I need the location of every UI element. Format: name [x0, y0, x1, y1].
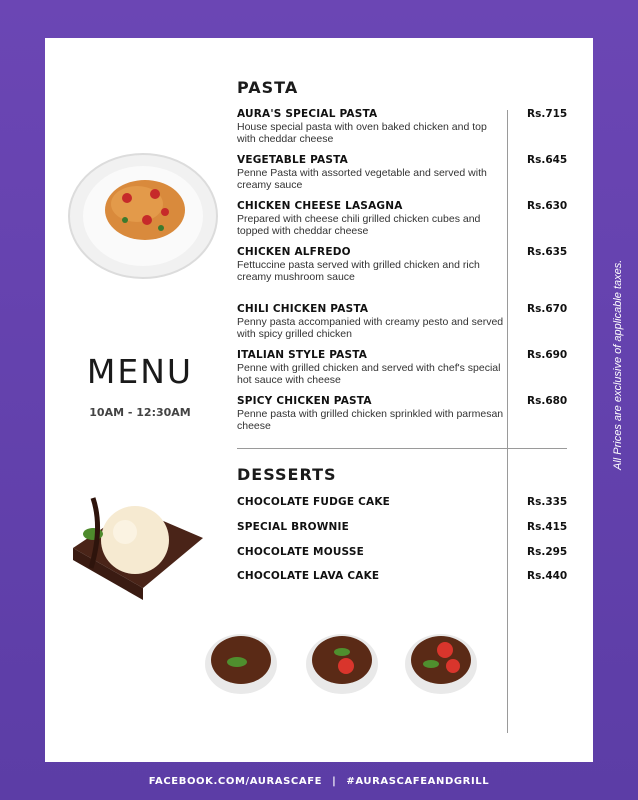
price-column-divider — [507, 110, 508, 733]
item-description: Prepared with cheese chili grilled chicken cubes and topped with cheddar cheese — [237, 213, 481, 237]
menu-item — [237, 108, 507, 145]
item-name: AURA'S SPECIAL PASTA — [237, 108, 378, 120]
item-name: ITALIAN STYLE PASTA — [237, 349, 368, 361]
item-price: Rs.335 — [527, 496, 568, 508]
opening-hours: 10AM - 12:30AM — [89, 406, 191, 419]
item-price: Rs.645 — [527, 154, 568, 166]
item-name: CHICKEN ALFREDO — [237, 246, 351, 258]
item-name: CHICKEN CHEESE LASAGNA — [237, 200, 403, 212]
menu-item — [237, 349, 507, 386]
item-description: Fettuccine pasta served with grilled chicken and rich creamy mushroom sauce — [237, 259, 480, 283]
mousse-cup-image — [201, 626, 281, 698]
menu-item — [237, 246, 507, 283]
item-price: Rs.715 — [527, 108, 568, 120]
menu-item — [237, 154, 507, 191]
item-description: Penny pasta accompanied with creamy pesto and served with spicy grilled chicken — [237, 316, 504, 340]
menu-item — [237, 200, 507, 237]
item-name: SPECIAL BROWNIE — [237, 521, 349, 533]
menu-item — [237, 303, 507, 340]
menu-card — [45, 38, 593, 762]
menu-item — [237, 546, 507, 559]
mousse-cup-image — [401, 626, 481, 698]
item-name: SPICY CHICKEN PASTA — [237, 395, 372, 407]
item-price: Rs.440 — [527, 570, 568, 582]
brownie-ice-cream-image — [63, 488, 213, 608]
item-description: Penne pasta with grilled chicken sprinkled with parmesan cheese — [237, 408, 504, 432]
section-divider — [237, 448, 567, 449]
item-name: CHOCOLATE LAVA CAKE — [237, 570, 380, 582]
pasta-heading: PASTA — [237, 78, 299, 97]
menu-item — [237, 395, 507, 432]
menu-item — [237, 521, 507, 534]
item-price: Rs.670 — [527, 303, 568, 315]
menu-item — [237, 496, 507, 509]
item-name: CHILI CHICKEN PASTA — [237, 303, 369, 315]
item-description: Penne Pasta with assorted vegetable and served with creamy sauce — [237, 167, 487, 191]
footer-separator: | — [332, 776, 337, 787]
facebook-link[interactable]: FACEBOOK.COM/AURASCAFE — [148, 776, 323, 787]
tax-note: All Prices are exclusive of applicable taxes. — [612, 259, 624, 470]
footer — [0, 776, 638, 787]
item-price: Rs.295 — [527, 546, 568, 558]
item-price: Rs.690 — [527, 349, 568, 361]
desserts-heading: DESSERTS — [237, 465, 337, 484]
item-description: House special pasta with oven baked chicken and top with cheddar cheese — [237, 121, 487, 145]
item-price: Rs.635 — [527, 246, 568, 258]
item-description: Penne with grilled chicken and served with chef's special hot sauce with cheese — [237, 362, 501, 386]
mousse-cup-image — [302, 626, 382, 698]
item-name: CHOCOLATE FUDGE CAKE — [237, 496, 391, 508]
pasta-plate-image — [65, 150, 221, 282]
item-price: Rs.415 — [527, 521, 568, 533]
item-name: CHOCOLATE MOUSSE — [237, 546, 364, 558]
menu-item — [237, 570, 507, 583]
item-name: VEGETABLE PASTA — [237, 154, 348, 166]
item-price: Rs.680 — [527, 395, 568, 407]
hashtag: #AURASCAFEANDGRILL — [346, 776, 490, 787]
item-price: Rs.630 — [527, 200, 568, 212]
menu-title: MENU — [86, 352, 194, 391]
